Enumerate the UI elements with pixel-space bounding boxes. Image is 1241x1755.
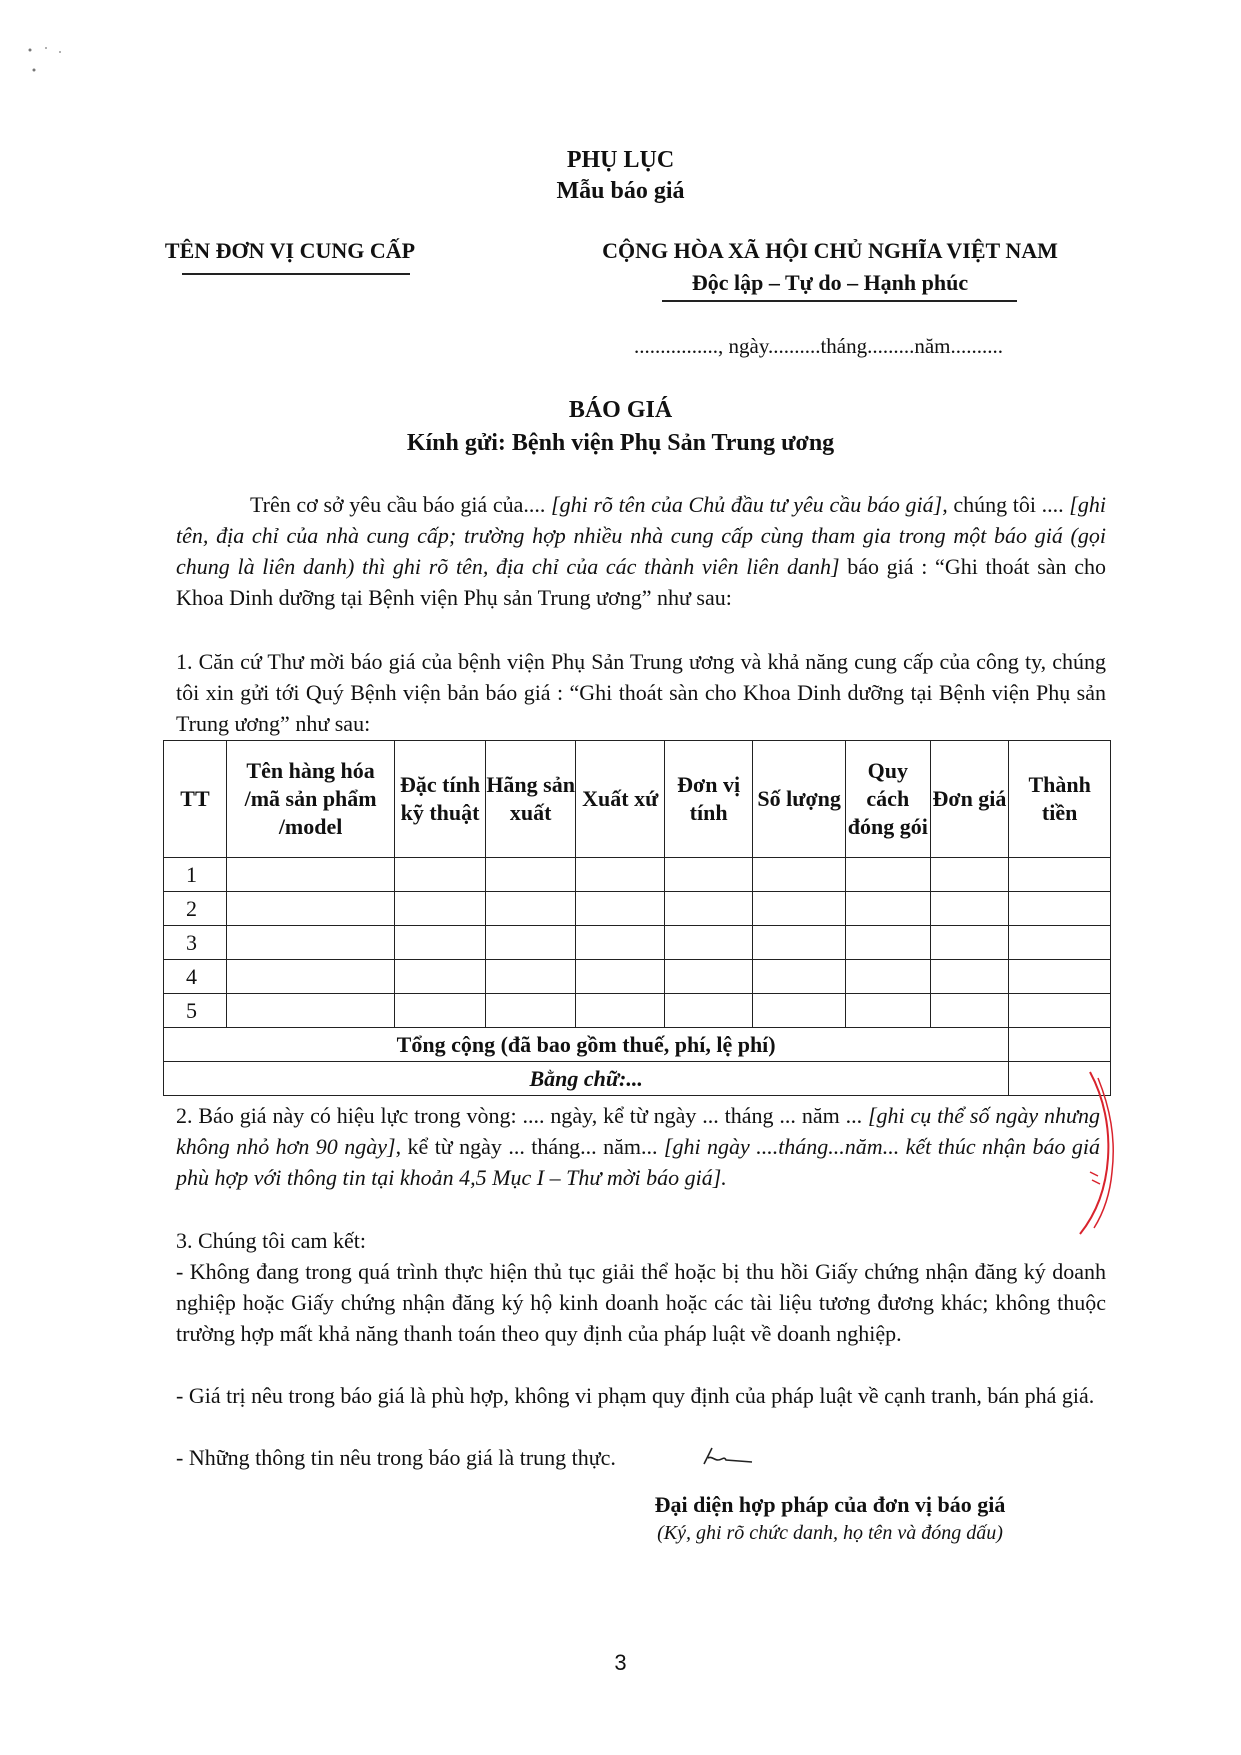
intro-text-quote: báo giá : “Ghi thoát sàn cho Khoa Dinh dưỡng tại Bệnh viện Phụ sản Trung ương” như sau:	[176, 554, 1106, 610]
signature-title: Đại diện hợp pháp của đơn vị báo giá	[654, 1492, 1006, 1517]
row-number: 4	[164, 960, 227, 994]
scan-specks	[26, 46, 86, 76]
appendix-title: PHỤ LỤC	[566, 147, 675, 173]
quote-title: BÁO GIÁ	[568, 397, 673, 423]
row-number: 3	[164, 926, 227, 960]
row-number: 1	[164, 858, 227, 892]
intro-note-investor: [ghi rõ tên của Chủ đầu tư yêu cầu báo giá],	[545, 492, 948, 517]
header-packaging: Quy cách đóng gói	[845, 741, 930, 858]
in-words-label: Bằng chữ:...	[164, 1062, 1009, 1096]
motto: Độc lập – Tự do – Hạnh phúc	[691, 270, 969, 295]
header-product: Tên hàng hóa /mã sản phẩm /model	[226, 741, 394, 858]
intro-text-we: chúng tôi ....	[947, 492, 1064, 517]
in-words-row	[164, 1062, 1111, 1096]
validity-paragraph	[176, 1100, 1100, 1193]
intro-note-supplier: [ghi tên, địa chỉ của nhà cung cấp; trường hợp nhiều nhà cung cấp cùng tham gia trong một báo giá (gọi chung là liên danh) thì ghi rõ tên, địa chỉ của các thành viên liên danh]	[176, 492, 1106, 579]
total-row	[164, 1028, 1111, 1062]
motto-underline	[662, 300, 1017, 302]
stamp-mark	[1060, 1068, 1130, 1238]
handwritten-initial	[698, 1442, 758, 1470]
header-tt: TT	[164, 741, 227, 858]
table-row	[164, 892, 1111, 926]
date-line: ................, ngày..........tháng.........năm..........	[634, 334, 1004, 358]
header-unit-price: Đơn giá	[930, 741, 1009, 858]
form-title: Mẫu báo giá	[556, 178, 685, 204]
commitment-item-1: - Không đang trong quá trình thực hiện thủ tục giải thể hoặc bị thu hồi Giấy chứng nhận đăng ký doanh nghiệp hoặc Giấy chứng nhận đăng ký hộ kinh doanh hoặc các tài liệu tương đương khác; không thuộc trường hợp mất khả năng thanh toán theo quy định của pháp luật về doanh nghiệp.	[176, 1259, 1106, 1346]
table-row	[164, 960, 1111, 994]
nation-heading: CỘNG HÒA XÃ HỘI CHỦ NGHĨA VIỆT NAM	[602, 238, 1058, 263]
commitment-heading: 3. Chúng tôi cam kết:	[176, 1228, 367, 1253]
validity-text: 2. Báo giá này có hiệu lực trong vòng: .... ngày, kể từ ngày ... tháng ... năm ...	[176, 1103, 863, 1128]
row-number: 2	[164, 892, 227, 926]
header-spec: Đặc tính kỹ thuật	[395, 741, 486, 858]
validity-text-from: , kể từ ngày ... tháng... năm...	[395, 1134, 658, 1159]
row-number: 5	[164, 994, 227, 1028]
table-row	[164, 994, 1111, 1028]
commitment-item-2: - Giá trị nêu trong báo giá là phù hợp, không vi phạm quy định của pháp luật về cạnh tranh, bán phá giá.	[176, 1383, 1095, 1408]
signature-note: (Ký, ghi rõ chức danh, họ tên và đóng dấu)	[657, 1522, 1003, 1544]
page-number: 3	[614, 1650, 627, 1675]
validity-note-end: [ghi ngày ....tháng...năm... kết thúc nhận báo giá phù hợp với thông tin tại khoản 4,5 Mục I – Thư mời báo giá].	[176, 1134, 1100, 1190]
total-label: Tổng cộng (đã bao gồm thuế, phí, lệ phí)	[164, 1028, 1009, 1062]
header-unit: Đơn vị tính	[664, 741, 752, 858]
intro-text: Trên cơ sở yêu cầu báo giá của....	[250, 492, 546, 517]
table-header-row	[164, 741, 1111, 858]
basis-paragraph: 1. Căn cứ Thư mời báo giá của bệnh viện Phụ Sản Trung ương và khả năng cung cấp của công ty, chúng tôi xin gửi tới Quý Bệnh viện bản báo giá : “Ghi thoát sàn cho Khoa Dinh dưỡng tại Bệnh viện Phụ sản Trung ương” như sau:	[176, 649, 1106, 736]
validity-note-days: [ghi cụ thể số ngày nhưng không nhỏ hơn 90 ngày]	[176, 1103, 1101, 1159]
table-row	[164, 926, 1111, 960]
table-row	[164, 858, 1111, 892]
supplier-label: TÊN ĐƠN VỊ CUNG CẤP	[164, 238, 416, 263]
intro-paragraph	[176, 489, 1106, 613]
header-manufacturer: Hãng sản xuất	[485, 741, 576, 858]
quote-table	[163, 740, 1111, 1096]
header-quantity: Số lượng	[753, 741, 846, 858]
header-origin: Xuất xứ	[576, 741, 665, 858]
supplier-underline	[182, 273, 410, 275]
header-amount: Thành tiền	[1009, 741, 1111, 858]
commitment-item-3: - Những thông tin nêu trong báo giá là trung thực.	[176, 1445, 616, 1470]
recipient-line: Kính gửi: Bệnh viện Phụ Sản Trung ương	[406, 430, 835, 456]
